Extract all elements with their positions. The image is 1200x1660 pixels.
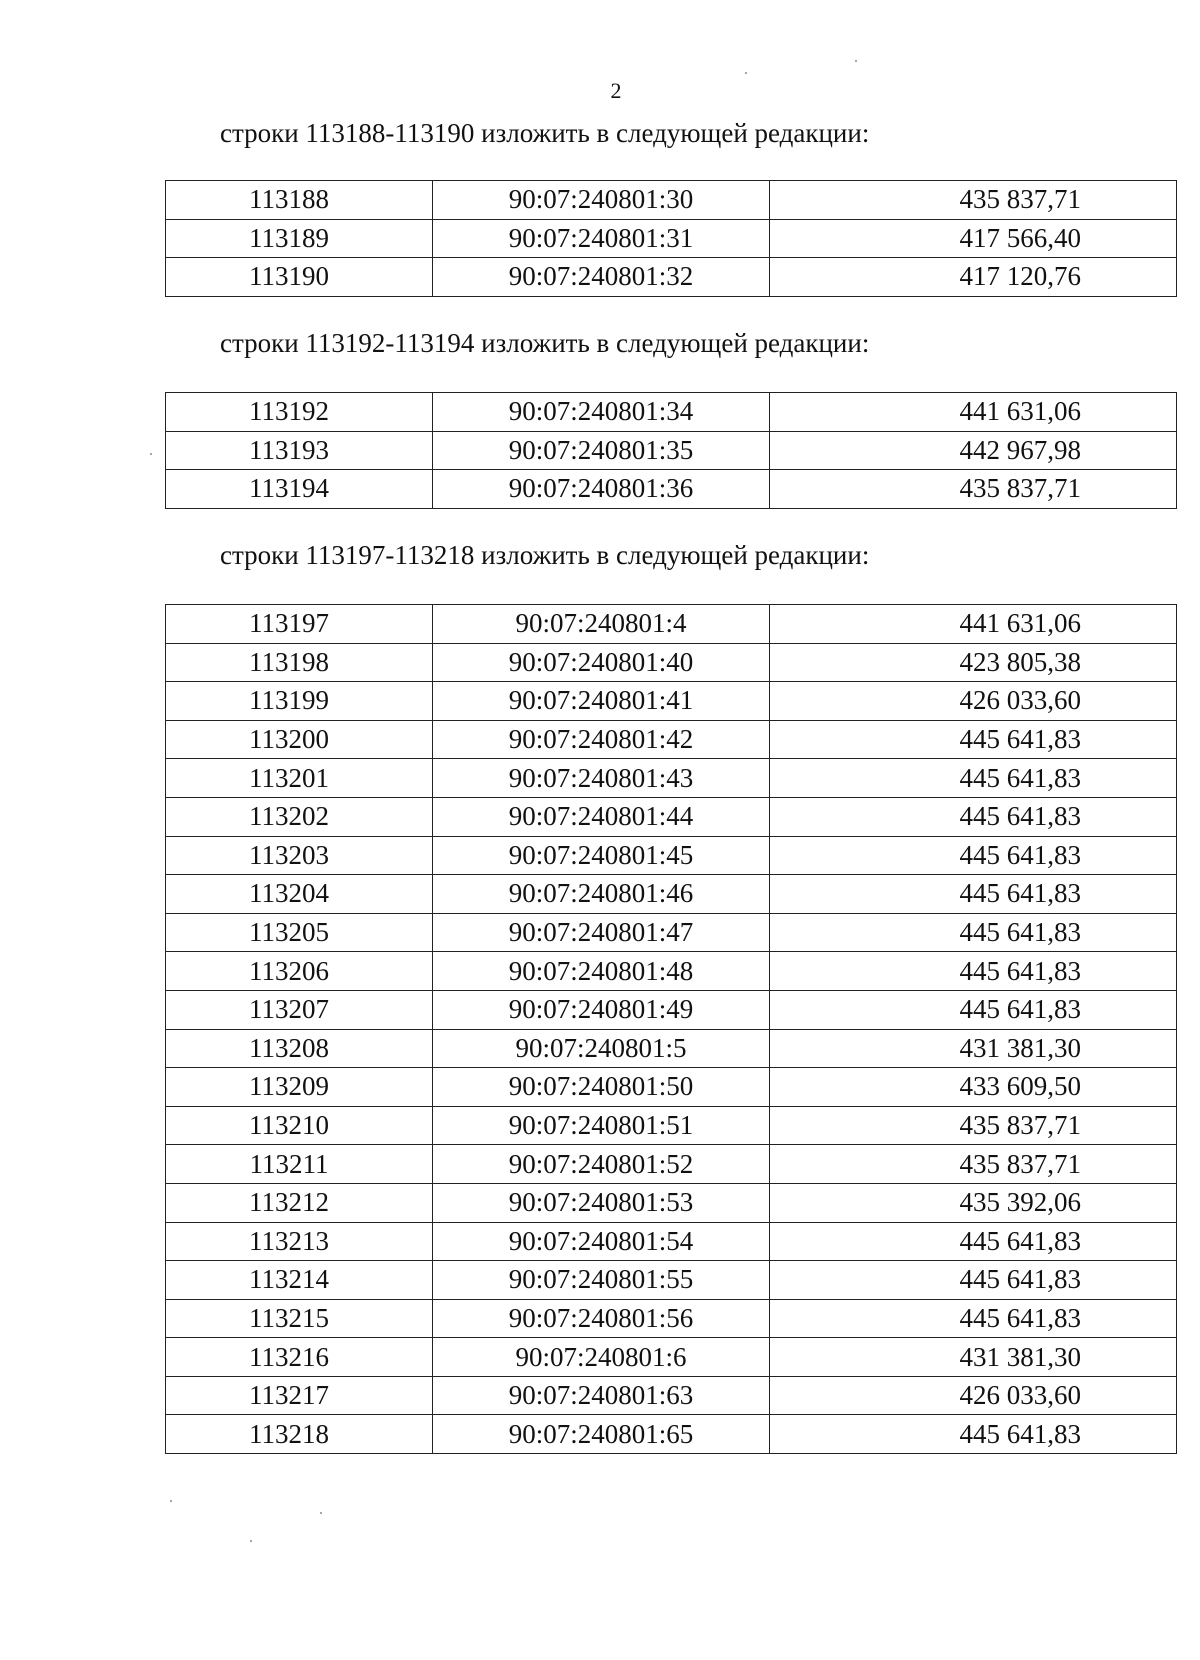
value-cell: 445 641,83 bbox=[770, 797, 1177, 836]
cadastral-number-cell: 90:07:240801:40 bbox=[433, 643, 770, 682]
row-number-cell: 113208 bbox=[166, 1029, 433, 1068]
table-row bbox=[166, 393, 1177, 432]
table-body bbox=[166, 605, 1177, 1454]
page-number: 2 bbox=[610, 78, 622, 103]
table-row bbox=[166, 1261, 1177, 1300]
cadastral-number-cell: 90:07:240801:48 bbox=[433, 952, 770, 991]
value-cell: 435 392,06 bbox=[770, 1183, 1177, 1222]
row-number-cell: 113212 bbox=[166, 1183, 433, 1222]
cadastral-number-cell: 90:07:240801:54 bbox=[433, 1222, 770, 1261]
cadastral-number-cell: 90:07:240801:41 bbox=[433, 682, 770, 721]
scan-speck bbox=[855, 60, 857, 62]
value-cell: 431 381,30 bbox=[770, 1338, 1177, 1377]
row-number-cell: 113211 bbox=[166, 1145, 433, 1184]
cadastral-number-cell: 90:07:240801:34 bbox=[433, 393, 770, 432]
value-cell: 435 837,71 bbox=[770, 1106, 1177, 1145]
table-row bbox=[166, 258, 1177, 297]
value-cell: 441 631,06 bbox=[770, 605, 1177, 644]
data-table bbox=[165, 392, 1177, 509]
value-cell: 445 641,83 bbox=[770, 720, 1177, 759]
value-cell: 445 641,83 bbox=[770, 836, 1177, 875]
value-cell: 435 837,71 bbox=[770, 1145, 1177, 1184]
table-body bbox=[166, 181, 1177, 297]
value-cell: 433 609,50 bbox=[770, 1068, 1177, 1107]
value-cell: 445 641,83 bbox=[770, 759, 1177, 798]
value-cell: 435 837,71 bbox=[770, 470, 1177, 509]
cadastral-number-cell: 90:07:240801:65 bbox=[433, 1415, 770, 1454]
scan-speck bbox=[745, 72, 747, 74]
value-cell: 426 033,60 bbox=[770, 1376, 1177, 1415]
row-number-cell: 113214 bbox=[166, 1261, 433, 1300]
table-row bbox=[166, 952, 1177, 991]
row-number-cell: 113205 bbox=[166, 913, 433, 952]
cadastral-number-cell: 90:07:240801:6 bbox=[433, 1338, 770, 1377]
table-row bbox=[166, 1145, 1177, 1184]
table-row bbox=[166, 1068, 1177, 1107]
row-number-cell: 113204 bbox=[166, 875, 433, 914]
table-row bbox=[166, 181, 1177, 220]
table-row bbox=[166, 797, 1177, 836]
value-cell: 445 641,83 bbox=[770, 913, 1177, 952]
table-row bbox=[166, 875, 1177, 914]
row-number-cell: 113190 bbox=[166, 258, 433, 297]
table-row bbox=[166, 643, 1177, 682]
cadastral-number-cell: 90:07:240801:55 bbox=[433, 1261, 770, 1300]
table-row bbox=[166, 470, 1177, 509]
table-row bbox=[166, 605, 1177, 644]
table-row bbox=[166, 836, 1177, 875]
table-row bbox=[166, 682, 1177, 721]
table-row bbox=[166, 1106, 1177, 1145]
value-cell: 445 641,83 bbox=[770, 875, 1177, 914]
row-number-cell: 113213 bbox=[166, 1222, 433, 1261]
cadastral-number-cell: 90:07:240801:45 bbox=[433, 836, 770, 875]
cadastral-number-cell: 90:07:240801:46 bbox=[433, 875, 770, 914]
cadastral-number-cell: 90:07:240801:4 bbox=[433, 605, 770, 644]
data-table bbox=[165, 180, 1177, 297]
table-row bbox=[166, 1222, 1177, 1261]
row-number-cell: 113210 bbox=[166, 1106, 433, 1145]
row-number-cell: 113203 bbox=[166, 836, 433, 875]
cadastral-number-cell: 90:07:240801:44 bbox=[433, 797, 770, 836]
value-cell: 442 967,98 bbox=[770, 431, 1177, 470]
value-cell: 423 805,38 bbox=[770, 643, 1177, 682]
section-heading: строки 113197-113218 изложить в следующей редакции: bbox=[220, 540, 870, 570]
row-number-cell: 113206 bbox=[166, 952, 433, 991]
value-cell: 445 641,83 bbox=[770, 1261, 1177, 1300]
scan-speck bbox=[320, 1512, 322, 1514]
table-row bbox=[166, 1299, 1177, 1338]
table-body bbox=[166, 393, 1177, 509]
scan-speck bbox=[170, 1500, 172, 1502]
table-row bbox=[166, 1029, 1177, 1068]
value-cell: 445 641,83 bbox=[770, 1415, 1177, 1454]
row-number-cell: 113209 bbox=[166, 1068, 433, 1107]
row-number-cell: 113216 bbox=[166, 1338, 433, 1377]
value-cell: 441 631,06 bbox=[770, 393, 1177, 432]
cadastral-number-cell: 90:07:240801:30 bbox=[433, 181, 770, 220]
section-heading: строки 113188-113190 изложить в следующей редакции: bbox=[220, 118, 870, 148]
cadastral-number-cell: 90:07:240801:52 bbox=[433, 1145, 770, 1184]
row-number-cell: 113197 bbox=[166, 605, 433, 644]
cadastral-number-cell: 90:07:240801:43 bbox=[433, 759, 770, 798]
table-row bbox=[166, 1415, 1177, 1454]
row-number-cell: 113199 bbox=[166, 682, 433, 721]
row-number-cell: 113200 bbox=[166, 720, 433, 759]
cadastral-number-cell: 90:07:240801:56 bbox=[433, 1299, 770, 1338]
table-row bbox=[166, 1183, 1177, 1222]
value-cell: 417 566,40 bbox=[770, 219, 1177, 258]
value-cell: 445 641,83 bbox=[770, 1299, 1177, 1338]
cadastral-number-cell: 90:07:240801:31 bbox=[433, 219, 770, 258]
value-cell: 445 641,83 bbox=[770, 1222, 1177, 1261]
value-cell: 445 641,83 bbox=[770, 952, 1177, 991]
row-number-cell: 113188 bbox=[166, 181, 433, 220]
cadastral-number-cell: 90:07:240801:63 bbox=[433, 1376, 770, 1415]
cadastral-number-cell: 90:07:240801:5 bbox=[433, 1029, 770, 1068]
table-row bbox=[166, 219, 1177, 258]
value-cell: 431 381,30 bbox=[770, 1029, 1177, 1068]
row-number-cell: 113193 bbox=[166, 431, 433, 470]
table-row bbox=[166, 720, 1177, 759]
value-cell: 445 641,83 bbox=[770, 990, 1177, 1029]
cadastral-number-cell: 90:07:240801:32 bbox=[433, 258, 770, 297]
cadastral-number-cell: 90:07:240801:47 bbox=[433, 913, 770, 952]
scan-speck bbox=[150, 453, 152, 455]
row-number-cell: 113217 bbox=[166, 1376, 433, 1415]
cadastral-number-cell: 90:07:240801:50 bbox=[433, 1068, 770, 1107]
cadastral-number-cell: 90:07:240801:42 bbox=[433, 720, 770, 759]
table-row bbox=[166, 759, 1177, 798]
cadastral-number-cell: 90:07:240801:53 bbox=[433, 1183, 770, 1222]
row-number-cell: 113218 bbox=[166, 1415, 433, 1454]
row-number-cell: 113215 bbox=[166, 1299, 433, 1338]
row-number-cell: 113207 bbox=[166, 990, 433, 1029]
table-row bbox=[166, 990, 1177, 1029]
row-number-cell: 113202 bbox=[166, 797, 433, 836]
table-row bbox=[166, 913, 1177, 952]
row-number-cell: 113189 bbox=[166, 219, 433, 258]
scan-speck bbox=[250, 1540, 252, 1542]
cadastral-number-cell: 90:07:240801:36 bbox=[433, 470, 770, 509]
value-cell: 417 120,76 bbox=[770, 258, 1177, 297]
data-table bbox=[165, 604, 1177, 1454]
table-row bbox=[166, 1338, 1177, 1377]
row-number-cell: 113194 bbox=[166, 470, 433, 509]
cadastral-number-cell: 90:07:240801:35 bbox=[433, 431, 770, 470]
row-number-cell: 113192 bbox=[166, 393, 433, 432]
table-row bbox=[166, 431, 1177, 470]
value-cell: 435 837,71 bbox=[770, 181, 1177, 220]
value-cell: 426 033,60 bbox=[770, 682, 1177, 721]
row-number-cell: 113201 bbox=[166, 759, 433, 798]
cadastral-number-cell: 90:07:240801:51 bbox=[433, 1106, 770, 1145]
section-heading: строки 113192-113194 изложить в следующей редакции: bbox=[220, 328, 870, 358]
row-number-cell: 113198 bbox=[166, 643, 433, 682]
cadastral-number-cell: 90:07:240801:49 bbox=[433, 990, 770, 1029]
table-row bbox=[166, 1376, 1177, 1415]
